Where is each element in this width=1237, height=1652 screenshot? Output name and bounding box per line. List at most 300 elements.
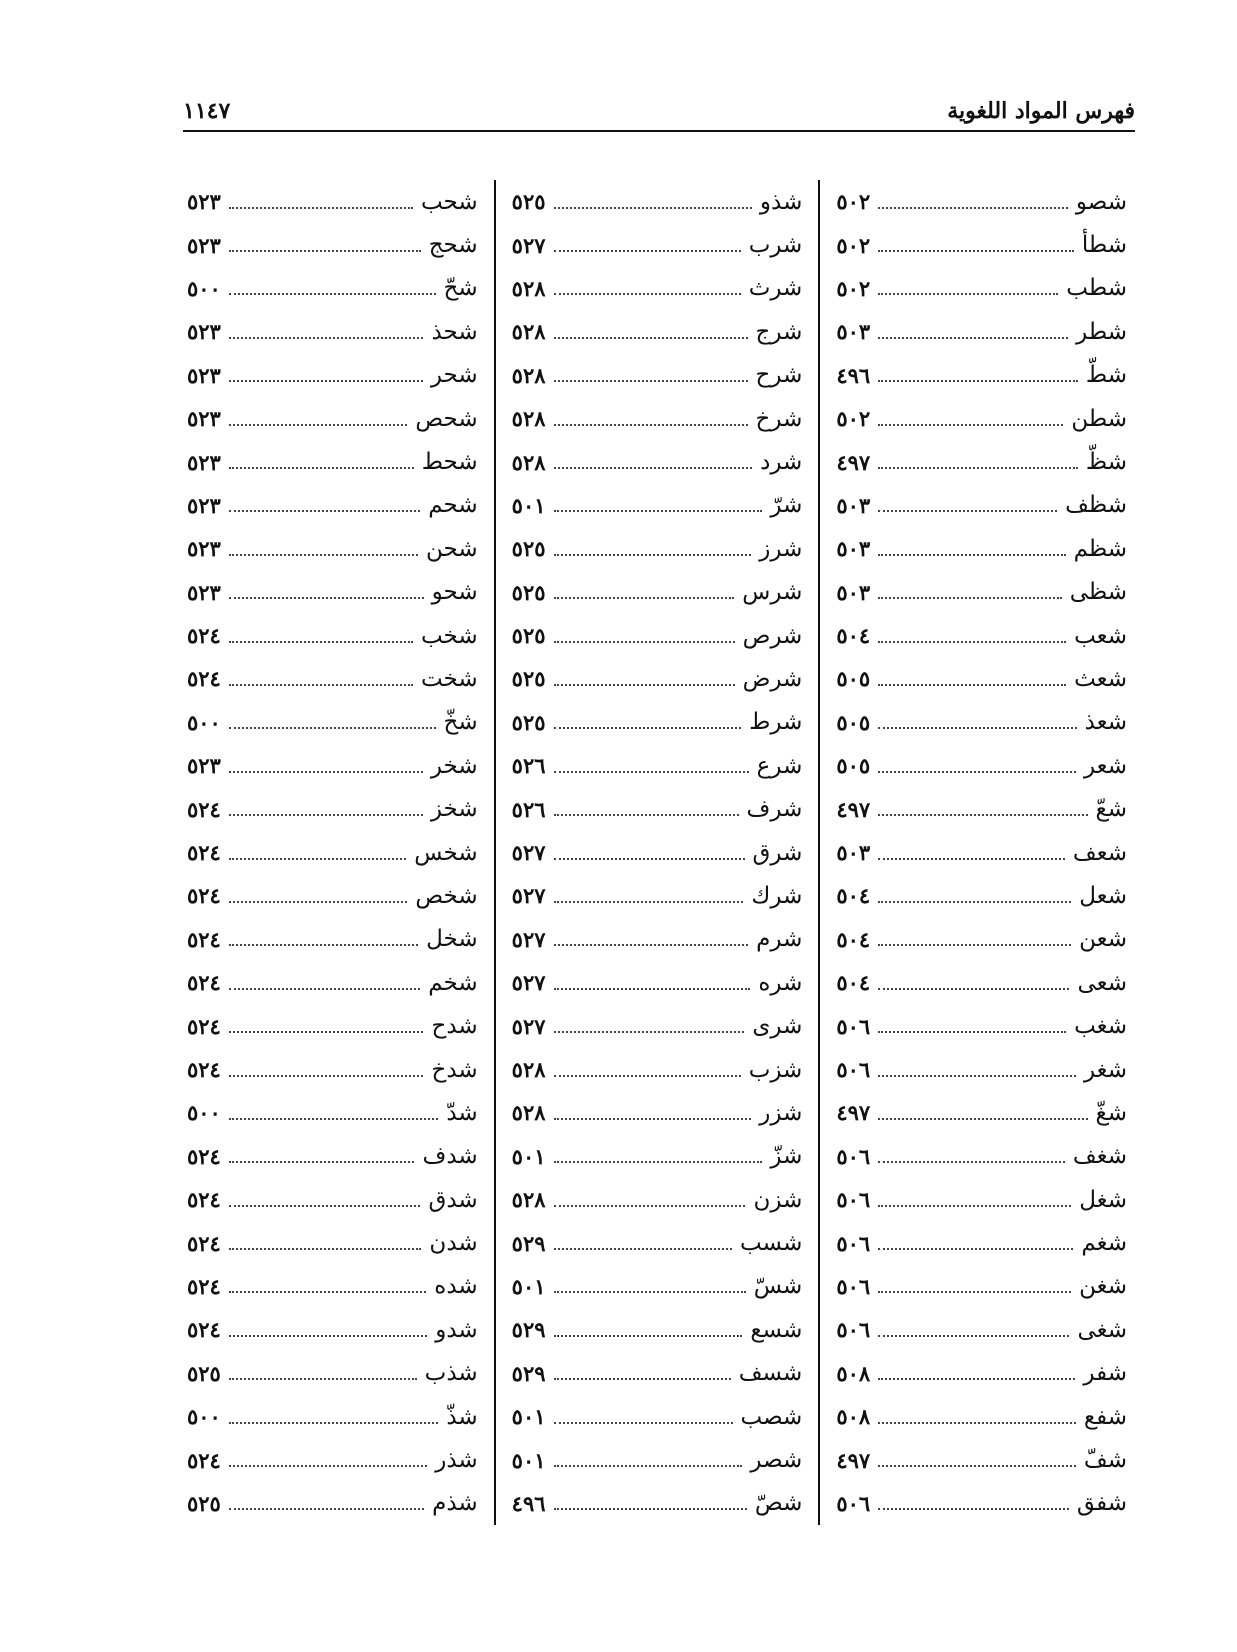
entry-word: شرث [748, 275, 803, 302]
entry-page: ٥٢٤ [187, 1057, 221, 1082]
entry-page: ٥٢٤ [187, 1317, 221, 1343]
dot-leader [229, 293, 436, 295]
entry-word: شظم [1073, 535, 1128, 562]
entry-word: شعر [1083, 752, 1128, 779]
entry-word: شرى [752, 1013, 803, 1040]
index-entry [826, 180, 1137, 223]
entry-word: شعن [1079, 926, 1128, 953]
entry-word: شدو [435, 1316, 478, 1343]
entry-word: شخم [428, 969, 478, 996]
dot-leader [878, 684, 1066, 686]
entry-page: ٥٢٣ [187, 232, 221, 258]
index-entry [502, 310, 813, 353]
dot-leader [554, 641, 735, 643]
entry-page: ٥٢٨ [511, 319, 546, 345]
index-entry [826, 1438, 1137, 1481]
entry-page: ٥٠٦ [836, 1187, 871, 1213]
entry-word: شفق [1076, 1490, 1128, 1517]
entry-word: شخّ [443, 709, 478, 736]
index-entry [826, 223, 1137, 266]
entry-page: ٥٠٠ [187, 1100, 221, 1126]
entry-word: شطن [1071, 405, 1128, 432]
entry-page: ٥٢٣ [187, 319, 221, 345]
entry-page: ٤٩٧ [836, 1447, 871, 1473]
entry-word: شحم [428, 492, 478, 519]
dot-leader [554, 944, 749, 946]
entry-page: ٥٢٥ [511, 536, 546, 562]
dot-leader [554, 901, 744, 903]
dot-leader [229, 1422, 438, 1424]
column-divider [494, 180, 496, 1525]
dot-leader [229, 1465, 427, 1467]
entry-page: ٥٢٨ [511, 1187, 546, 1213]
entry-page: ٥٠٢ [836, 189, 871, 215]
index-entry [177, 223, 488, 266]
index-entry [502, 527, 813, 570]
entry-page: ٥٢٧ [511, 232, 546, 258]
page-title: فهرس المواد اللغوية [947, 98, 1135, 124]
entry-page: ٥٢٥ [187, 1490, 221, 1516]
dot-leader [878, 1335, 1069, 1337]
entry-page: ٥٢٧ [511, 840, 546, 866]
entry-page: ٥٠٦ [836, 1273, 871, 1299]
index-entry [826, 1091, 1137, 1134]
index-entry [826, 484, 1137, 527]
entry-page: ٥٢٩ [511, 1317, 546, 1343]
dot-leader [878, 380, 1078, 382]
entry-word: شغّ [1095, 1099, 1128, 1126]
index-entry [177, 657, 488, 700]
index-entry [177, 1135, 488, 1178]
entry-word: شرز [759, 535, 803, 562]
entry-page: ٥٢٤ [187, 1230, 221, 1256]
dot-leader [554, 1118, 752, 1120]
dot-leader [878, 1378, 1075, 1380]
dot-leader [229, 1291, 426, 1293]
index-entry [826, 874, 1137, 917]
entry-word: شخب [420, 622, 478, 649]
entry-page: ٥٠٥ [836, 666, 871, 692]
entry-page: ٥٢٥ [511, 709, 546, 735]
entry-word: شحذ [431, 318, 478, 345]
entry-word: شدن [429, 1230, 478, 1257]
entry-word: شدق [428, 1186, 478, 1213]
entry-word: شعث [1074, 665, 1128, 692]
dot-leader [878, 901, 1071, 903]
entry-page: ٥٢٥ [187, 1360, 221, 1386]
entry-page: ٥٠٤ [836, 970, 871, 996]
entry-word: شغر [1083, 1056, 1128, 1083]
entry-page: ٤٩٧ [836, 796, 871, 822]
dot-leader [554, 1422, 733, 1424]
index-entry [177, 571, 488, 614]
index-entry [177, 874, 488, 917]
entry-word: شخت [420, 665, 478, 692]
index-entry [177, 831, 488, 874]
dot-leader [229, 944, 418, 946]
entry-word: شزب [748, 1056, 803, 1083]
dot-leader [554, 1465, 743, 1467]
index-entry [502, 874, 813, 917]
entry-page: ٥٢٤ [187, 796, 221, 822]
index-entry [826, 1135, 1137, 1178]
index-entry [826, 1265, 1137, 1308]
entry-page: ٥٠٤ [836, 883, 871, 909]
column-divider [818, 180, 820, 1525]
dot-leader [554, 1378, 731, 1380]
index-entry [502, 354, 813, 397]
entry-page: ٥٠٣ [836, 536, 871, 562]
entry-word: شظى [1069, 579, 1128, 606]
entry-page: ٥٠٨ [836, 1360, 871, 1386]
dot-leader [229, 858, 406, 860]
entry-page: ٥٢٥ [511, 623, 546, 649]
index-column-right [177, 180, 488, 1525]
index-entry [502, 1308, 813, 1351]
index-entry [826, 1178, 1137, 1221]
dot-leader [878, 858, 1065, 860]
entry-page: ٥٢٣ [187, 492, 221, 518]
dot-leader [554, 337, 748, 339]
entry-word: شرس [742, 579, 803, 606]
entry-word: شرّ [770, 492, 803, 519]
entry-word: شصّ [754, 1490, 803, 1517]
dot-leader [878, 1508, 1069, 1510]
dot-leader [554, 1161, 763, 1163]
entry-word: شطأ [1081, 232, 1128, 259]
entry-page: ٥٠٤ [836, 623, 871, 649]
dot-leader [878, 1161, 1065, 1163]
index-entry [502, 961, 813, 1004]
dot-leader [229, 641, 413, 643]
dot-leader [554, 727, 742, 729]
index-entry [177, 1178, 488, 1221]
index-entry [826, 1308, 1137, 1351]
index-entry [826, 787, 1137, 830]
entry-word: شسّ [753, 1273, 803, 1300]
dot-leader [229, 467, 414, 469]
entry-word: شخل [426, 926, 478, 953]
entry-word: شدّ [446, 1099, 478, 1126]
entry-word: شطّ [1085, 362, 1128, 389]
dot-leader [229, 1161, 415, 1163]
entry-page: ٥٠٨ [836, 1404, 871, 1430]
dot-leader [229, 901, 408, 903]
dot-leader [229, 1075, 424, 1077]
index-entry [502, 571, 813, 614]
entry-page: ٥٢٣ [187, 449, 221, 475]
entry-word: شرض [742, 665, 803, 692]
entry-page: ٥٠٦ [836, 1143, 871, 1169]
entry-page: ٥٢٨ [511, 1100, 546, 1126]
entry-page: ٥٢٩ [511, 1360, 546, 1386]
dot-leader [229, 814, 423, 816]
dot-leader [554, 554, 752, 556]
dot-leader [878, 554, 1065, 556]
dot-leader [229, 1118, 438, 1120]
dot-leader [554, 467, 753, 469]
entry-page: ٥٠٢ [836, 275, 871, 301]
entry-page: ٥٢٦ [511, 753, 546, 779]
entry-word: شرد [760, 449, 803, 476]
entry-word: شظف [1065, 492, 1128, 519]
index-entry [177, 744, 488, 787]
dot-leader [229, 424, 408, 426]
entry-word: شحج [428, 232, 478, 259]
index-entry [826, 354, 1137, 397]
index-entry [826, 1482, 1137, 1525]
dot-leader [229, 1031, 424, 1033]
entry-page: ٥٢٣ [187, 406, 221, 432]
index-entry [502, 440, 813, 483]
entry-page: ٥٢٩ [511, 1230, 546, 1256]
dot-leader [878, 1422, 1076, 1424]
index-entry [826, 1004, 1137, 1047]
dot-leader [878, 641, 1066, 643]
index-entry [177, 1308, 488, 1351]
entry-page: ٥٢٤ [187, 1013, 221, 1039]
entry-page: ٥٠١ [511, 492, 546, 518]
entry-word: شخس [414, 839, 478, 866]
entry-page: ٥٠٠ [187, 709, 221, 735]
entry-page: ٥٢٨ [511, 275, 546, 301]
index-entry [177, 1265, 488, 1308]
entry-word: شرط [749, 709, 803, 736]
dot-leader [878, 771, 1076, 773]
index-entry [826, 397, 1137, 440]
entry-page: ٥٢٤ [187, 1447, 221, 1473]
entry-page: ٥٢٨ [511, 362, 546, 388]
entry-page: ٥٢٣ [187, 362, 221, 388]
index-entry [177, 787, 488, 830]
entry-word: شدف [422, 1143, 478, 1170]
index-entry [502, 1438, 813, 1481]
dot-leader [554, 814, 739, 816]
index-entry [502, 1135, 813, 1178]
entry-word: شحب [420, 188, 478, 215]
dot-leader [229, 727, 436, 729]
dot-leader [878, 424, 1063, 426]
index-entry [502, 1352, 813, 1395]
index-entry [177, 1482, 488, 1525]
entry-page: ٤٩٧ [836, 1100, 871, 1126]
entry-word: شعذ [1084, 709, 1128, 736]
entry-page: ٥٠٣ [836, 579, 871, 605]
index-entry [502, 657, 813, 700]
entry-word: شطر [1076, 318, 1128, 345]
dot-leader [229, 988, 420, 990]
entry-word: شدح [431, 1013, 478, 1040]
index-entry [826, 961, 1137, 1004]
dot-leader [878, 337, 1068, 339]
index-entry [177, 1395, 488, 1438]
entry-word: شخز [430, 796, 478, 823]
entry-page: ٥٠٥ [836, 709, 871, 735]
dot-leader [554, 1248, 732, 1250]
dot-leader [554, 250, 741, 252]
index-entry [502, 831, 813, 874]
entry-word: شحص [415, 405, 478, 432]
index-entry [177, 527, 488, 570]
entry-word: شطب [1066, 275, 1128, 302]
index-column-left [826, 180, 1137, 1525]
entry-page: ٥٠١ [511, 1143, 546, 1169]
entry-word: شعل [1079, 882, 1128, 909]
index-entry [177, 354, 488, 397]
dot-leader [229, 1205, 421, 1207]
index-columns [177, 180, 1137, 1525]
index-entry [177, 918, 488, 961]
dot-leader [878, 727, 1076, 729]
entry-word: شذّ [446, 1403, 478, 1430]
index-entry [177, 440, 488, 483]
entry-page: ٥٠٦ [836, 1013, 871, 1039]
index-entry [177, 1221, 488, 1264]
index-entry [502, 614, 813, 657]
dot-leader [554, 858, 745, 860]
dot-leader [554, 380, 748, 382]
dot-leader [878, 293, 1058, 295]
dot-leader [229, 1378, 417, 1380]
dot-leader [878, 597, 1062, 599]
entry-page: ٥٠٦ [836, 1057, 871, 1082]
dot-leader [554, 1205, 746, 1207]
entry-word: شرع [756, 752, 803, 779]
dot-leader [554, 1031, 745, 1033]
entry-page: ٥٠٣ [836, 840, 871, 866]
entry-word: شعب [1074, 622, 1128, 649]
entry-page: ٥٠٦ [836, 1490, 871, 1516]
entry-word: شحر [430, 362, 478, 389]
entry-word: شرح [755, 362, 803, 389]
entry-page: ٥٢٧ [511, 883, 546, 909]
index-entry [177, 397, 488, 440]
dot-leader [229, 1508, 424, 1510]
entry-word: شفّ [1083, 1447, 1128, 1474]
dot-leader [229, 250, 421, 252]
entry-word: شده [434, 1273, 478, 1300]
entry-word: شغى [1077, 1316, 1128, 1343]
index-entry [502, 397, 813, 440]
index-entry [826, 527, 1137, 570]
entry-word: شحو [431, 579, 478, 606]
entry-word: شرج [755, 318, 803, 345]
index-entry [826, 571, 1137, 614]
index-entry [826, 701, 1137, 744]
entry-word: شزر [759, 1099, 803, 1126]
entry-page: ٥٠٥ [836, 753, 871, 779]
index-entry [502, 787, 813, 830]
entry-word: شصر [750, 1447, 803, 1474]
entry-word: شصو [1075, 188, 1128, 215]
index-entry [177, 1091, 488, 1134]
entry-page: ٥٢٨ [511, 449, 546, 475]
index-entry [502, 1265, 813, 1308]
entry-page: ٥٢٥ [511, 189, 546, 215]
index-entry [502, 267, 813, 310]
entry-page: ٥٢٤ [187, 666, 221, 692]
entry-word: شغن [1079, 1273, 1128, 1300]
entry-page: ٥٠٣ [836, 319, 871, 345]
dot-leader [554, 207, 752, 209]
entry-word: شرك [751, 882, 803, 909]
index-entry [502, 1221, 813, 1264]
entry-word: شخر [430, 752, 478, 779]
dot-leader [229, 207, 413, 209]
entry-page: ٥٢٨ [511, 1057, 546, 1082]
index-entry [177, 180, 488, 223]
index-entry [502, 1178, 813, 1221]
index-entry [826, 831, 1137, 874]
dot-leader [554, 1291, 746, 1293]
entry-page: ٥٢٧ [511, 1013, 546, 1039]
dot-leader [229, 771, 423, 773]
entry-word: شظّ [1085, 449, 1128, 476]
entry-word: شدخ [431, 1056, 478, 1083]
entry-page: ٥٢٥ [511, 666, 546, 692]
dot-leader [878, 1248, 1073, 1250]
entry-page: ٥٠٦ [836, 1317, 871, 1343]
entry-word: شرق [752, 839, 803, 866]
dot-leader [554, 684, 735, 686]
entry-word: شسف [738, 1360, 803, 1387]
entry-word: شفر [1083, 1360, 1128, 1387]
entry-word: شرخ [755, 405, 803, 432]
entry-page: ٥٢٤ [187, 1187, 221, 1213]
index-entry [826, 657, 1137, 700]
entry-page: ٥٢٤ [187, 1143, 221, 1169]
index-entry [502, 918, 813, 961]
index-entry [502, 223, 813, 266]
dot-leader [878, 1291, 1071, 1293]
dot-leader [878, 988, 1069, 990]
index-entry [177, 484, 488, 527]
entry-page: ٥٢٤ [187, 840, 221, 866]
index-entry [502, 484, 813, 527]
index-entry [177, 701, 488, 744]
dot-leader [229, 510, 420, 512]
page-number: ١١٤٧ [183, 98, 231, 124]
entry-page: ٥٠٠ [187, 1404, 221, 1430]
entry-word: شرف [746, 796, 803, 823]
index-entry [177, 267, 488, 310]
dot-leader [229, 597, 424, 599]
index-entry [826, 744, 1137, 787]
entry-page: ٥٢٣ [187, 579, 221, 605]
dot-leader [878, 467, 1078, 469]
entry-word: شصب [740, 1403, 803, 1430]
index-entry [177, 1438, 488, 1481]
entry-word: شحط [421, 449, 478, 476]
entry-word: شغم [1081, 1230, 1128, 1257]
entry-page: ٥٠٠ [187, 275, 221, 301]
entry-word: شعف [1072, 839, 1128, 866]
dot-leader [554, 293, 741, 295]
index-entry [826, 1048, 1137, 1091]
entry-page: ٥٢٦ [511, 796, 546, 822]
dot-leader [878, 814, 1087, 816]
index-entry [502, 180, 813, 223]
entry-page: ٥٢٤ [187, 970, 221, 996]
dot-leader [878, 1075, 1076, 1077]
dot-leader [554, 510, 763, 512]
entry-page: ٥٢٣ [187, 536, 221, 562]
entry-page: ٥٠١ [511, 1404, 546, 1430]
entry-word: شرب [748, 232, 803, 259]
index-entry [826, 1395, 1137, 1438]
entry-page: ٥٠٢ [836, 406, 871, 432]
index-entry [826, 1221, 1137, 1264]
